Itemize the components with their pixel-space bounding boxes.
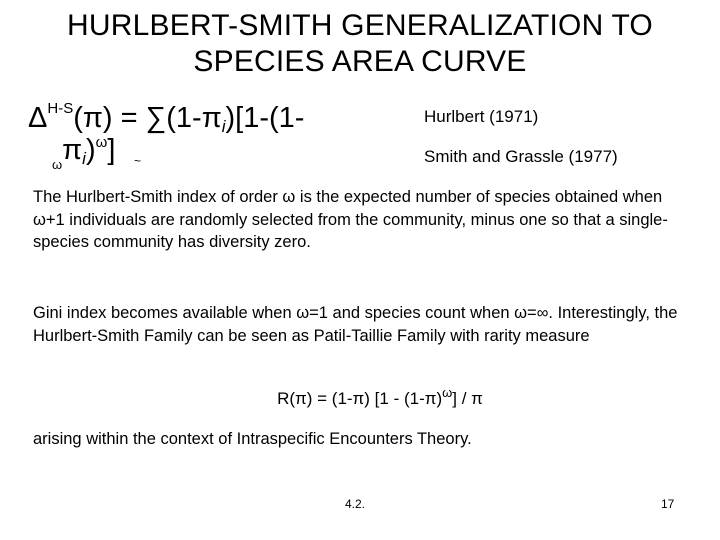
paragraph-definition: The Hurlbert-Smith index of order ω is the expected number of species obtained when ω+1 individuals are randomly selected from the community, minus one so that a single-species community has diversity zero. — [33, 188, 668, 251]
formula-lhs: (π) = ∑(1-π — [73, 102, 222, 134]
formula-line2-bracket: ] — [107, 134, 116, 166]
rarity-formula-omega: ω — [442, 385, 453, 400]
formula-line2-sub-i: i — [82, 149, 86, 168]
formula-sub-omega: ω — [52, 157, 63, 172]
formula-line-2 — [52, 126, 142, 182]
paragraph-gini: Gini index becomes available when ω=1 and species count when ω=∞. Interestingly, the Hurlbert-Smith Family can be seen as Patil-Taillie Family with rarity measure — [33, 304, 678, 345]
rarity-formula-right: ] / π — [452, 389, 483, 408]
formula-line2-pi: π — [62, 134, 83, 166]
section-number: 4.2. — [345, 497, 366, 511]
slide-title — [0, 8, 720, 80]
hurlbert-smith-formula — [28, 92, 388, 172]
formula-line2-omega: ω — [95, 134, 108, 151]
formula-superscript: H-S — [47, 100, 74, 117]
title-line-1: HURLBERT-SMITH GENERALIZATION TO — [67, 9, 653, 42]
formula-tilde: ~ — [134, 154, 142, 168]
formula-sub-i: i — [221, 117, 226, 136]
page-number: 17 — [661, 497, 675, 511]
formula-rhs: )[1-(1- — [225, 102, 305, 134]
paragraph-encounters: arising within the context of Intraspecific Encounters Theory. — [33, 430, 472, 448]
rarity-formula — [0, 385, 720, 409]
title-line-2: SPECIES AREA CURVE — [193, 45, 527, 78]
rarity-formula-left: R(π) = (1-π) [1 - (1-π) — [277, 389, 443, 408]
delta-symbol: Δ — [28, 102, 48, 134]
reference-hurlbert: Hurlbert (1971) — [424, 107, 539, 126]
formula-line2-close: ) — [85, 134, 96, 166]
reference-smith-grassle: Smith and Grassle (1977) — [424, 147, 618, 166]
